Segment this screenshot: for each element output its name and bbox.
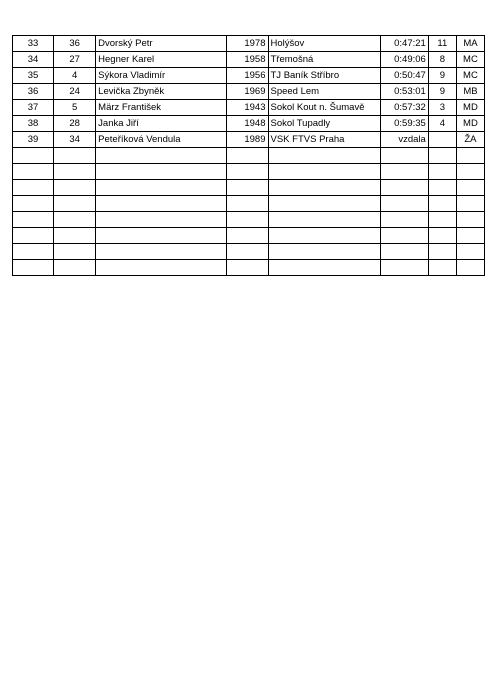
empty-cell [96,260,227,276]
cell-category: ŽA [456,132,484,148]
empty-cell [428,228,456,244]
empty-cell [227,148,268,164]
empty-cell [456,196,484,212]
cell-position: 35 [13,68,54,84]
cell-category-rank: 3 [428,100,456,116]
empty-cell [96,212,227,228]
cell-start-number: 27 [54,52,96,68]
empty-cell [380,260,428,276]
empty-table-row [13,228,485,244]
cell-club: TJ Baník Stříbro [268,68,380,84]
cell-position: 38 [13,116,54,132]
cell-category: MB [456,84,484,100]
empty-cell [428,196,456,212]
empty-cell [54,260,96,276]
empty-cell [227,196,268,212]
cell-category-rank: 9 [428,68,456,84]
cell-start-number: 34 [54,132,96,148]
empty-cell [428,180,456,196]
empty-cell [268,228,380,244]
cell-category: MD [456,116,484,132]
table-row [13,132,485,148]
empty-cell [268,260,380,276]
cell-time: vzdala [380,132,428,148]
empty-cell [380,180,428,196]
cell-birth-year: 1958 [227,52,268,68]
cell-category-rank: 11 [428,36,456,52]
empty-cell [96,148,227,164]
cell-time: 0:57:32 [380,100,428,116]
empty-cell [268,180,380,196]
cell-position: 36 [13,84,54,100]
cell-start-number: 5 [54,100,96,116]
cell-birth-year: 1948 [227,116,268,132]
empty-cell [13,260,54,276]
cell-name: Hegner Karel [96,52,227,68]
cell-club: Speed Lem [268,84,380,100]
cell-time: 0:59:35 [380,116,428,132]
cell-category: MA [456,36,484,52]
cell-club: Holýšov [268,36,380,52]
empty-cell [13,148,54,164]
cell-name: Dvorský Petr [96,36,227,52]
cell-start-number: 36 [54,36,96,52]
results-table-body [13,36,485,276]
cell-category: MD [456,100,484,116]
empty-cell [456,212,484,228]
cell-category-rank: 8 [428,52,456,68]
empty-cell [268,196,380,212]
cell-club: Třemošná [268,52,380,68]
cell-name: Sýkora Vladimír [96,68,227,84]
empty-cell [227,228,268,244]
empty-table-row [13,164,485,180]
empty-cell [96,180,227,196]
empty-table-row [13,196,485,212]
empty-table-row [13,244,485,260]
empty-cell [456,260,484,276]
cell-time: 0:47:21 [380,36,428,52]
results-table [12,35,485,276]
empty-cell [54,164,96,180]
empty-table-row [13,180,485,196]
cell-position: 37 [13,100,54,116]
empty-cell [456,180,484,196]
empty-cell [54,196,96,212]
empty-cell [54,180,96,196]
empty-cell [268,212,380,228]
empty-cell [227,212,268,228]
empty-cell [96,228,227,244]
empty-cell [13,164,54,180]
cell-name: Levička Zbyněk [96,84,227,100]
empty-cell [380,164,428,180]
empty-cell [54,244,96,260]
empty-cell [428,244,456,260]
empty-cell [96,164,227,180]
empty-cell [268,164,380,180]
cell-category-rank [428,132,456,148]
empty-cell [96,196,227,212]
empty-cell [54,148,96,164]
empty-cell [428,212,456,228]
cell-time: 0:53:01 [380,84,428,100]
table-row [13,52,485,68]
table-row [13,116,485,132]
empty-cell [380,196,428,212]
empty-cell [456,244,484,260]
empty-cell [456,148,484,164]
cell-category: MC [456,52,484,68]
empty-cell [268,244,380,260]
cell-birth-year: 1989 [227,132,268,148]
empty-cell [428,164,456,180]
table-row [13,36,485,52]
empty-cell [54,212,96,228]
cell-name: März František [96,100,227,116]
cell-start-number: 4 [54,68,96,84]
empty-cell [380,228,428,244]
cell-start-number: 24 [54,84,96,100]
table-row [13,68,485,84]
cell-position: 33 [13,36,54,52]
empty-cell [13,196,54,212]
cell-category-rank: 9 [428,84,456,100]
cell-name: Janka Jiří [96,116,227,132]
cell-birth-year: 1943 [227,100,268,116]
cell-time: 0:49:06 [380,52,428,68]
empty-cell [456,228,484,244]
cell-position: 39 [13,132,54,148]
empty-cell [13,180,54,196]
empty-cell [54,228,96,244]
empty-table-row [13,148,485,164]
empty-cell [227,260,268,276]
cell-birth-year: 1969 [227,84,268,100]
empty-table-row [13,212,485,228]
cell-birth-year: 1956 [227,68,268,84]
empty-cell [13,228,54,244]
table-row [13,100,485,116]
cell-club: Sokol Tupadly [268,116,380,132]
cell-start-number: 28 [54,116,96,132]
empty-cell [268,148,380,164]
table-row [13,84,485,100]
cell-time: 0:50:47 [380,68,428,84]
empty-cell [13,244,54,260]
cell-birth-year: 1978 [227,36,268,52]
empty-table-row [13,260,485,276]
empty-cell [380,148,428,164]
cell-name: Peteříková Vendula [96,132,227,148]
empty-cell [96,244,227,260]
empty-cell [380,244,428,260]
cell-club: Sokol Kout n. Šumavě [268,100,380,116]
cell-position: 34 [13,52,54,68]
empty-cell [227,180,268,196]
empty-cell [13,212,54,228]
empty-cell [428,260,456,276]
empty-cell [227,164,268,180]
cell-club: VSK FTVS Praha [268,132,380,148]
cell-category: MC [456,68,484,84]
empty-cell [456,164,484,180]
empty-cell [227,244,268,260]
empty-cell [428,148,456,164]
cell-category-rank: 4 [428,116,456,132]
empty-cell [380,212,428,228]
